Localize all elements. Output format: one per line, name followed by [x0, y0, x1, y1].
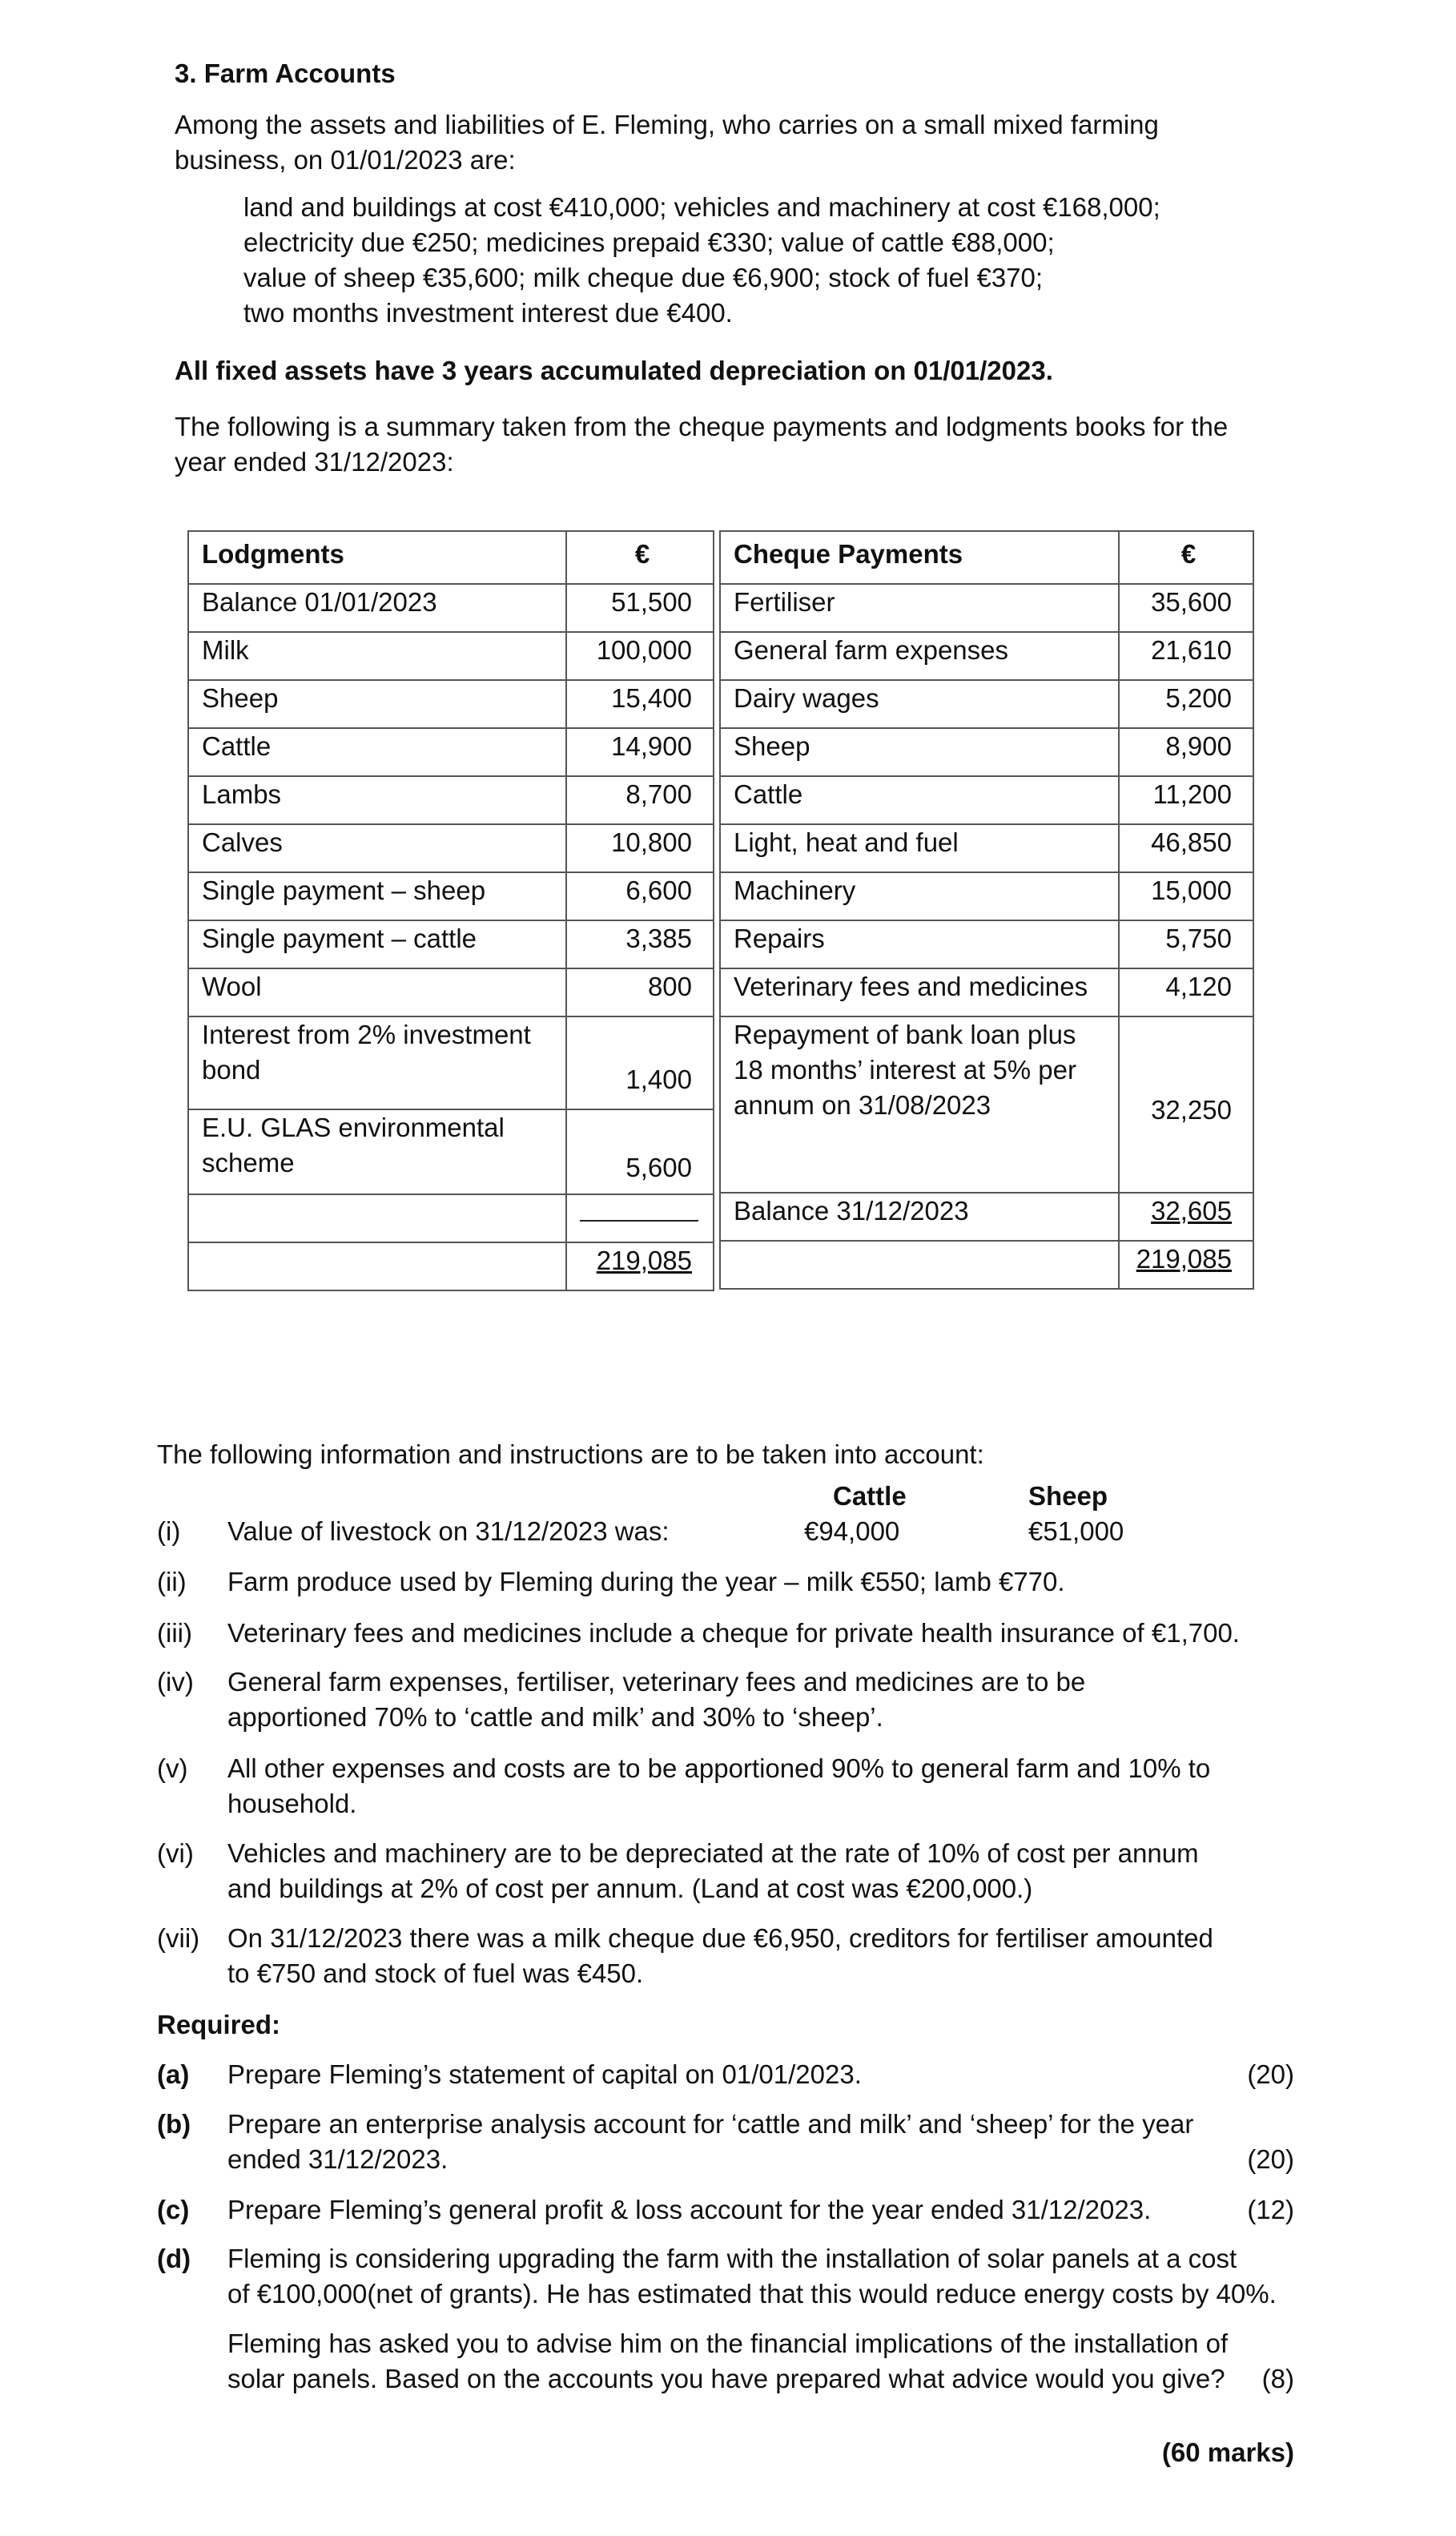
- row-label-line: bond: [202, 1055, 261, 1085]
- required-text-line: solar panels. Based on the accounts you have prepared what advice would you give?: [227, 2364, 1225, 2393]
- item-text-line: On 31/12/2023 there was a milk cheque due €6,950, creditors for fertiliser amounted: [227, 1923, 1213, 1953]
- row-amount: 5,600: [566, 1109, 714, 1194]
- row-amount: 15,000: [1119, 872, 1253, 920]
- item-number: (iii): [157, 1618, 192, 1648]
- required-text-line: Prepare an enterprise analysis account for ‘cattle and milk’ and ‘sheep’ for the year: [227, 2109, 1194, 2139]
- cattle-value: €94,000: [804, 1516, 900, 1546]
- required-text: [227, 2107, 1317, 2177]
- table-row: [720, 680, 1253, 728]
- summary-intro-line: The following is a summary taken from the cheque payments and lodgments books for the: [175, 412, 1229, 441]
- lodgments-total-value: 219,085: [596, 1246, 692, 1275]
- row-label-line: Repayment of bank loan plus: [734, 1020, 1076, 1049]
- item-number: (i): [157, 1516, 181, 1546]
- total-rule-cell: [566, 1194, 714, 1242]
- row-label: Wool: [188, 968, 566, 1016]
- marks: (20): [1247, 2144, 1294, 2174]
- row-amount: 3,385: [566, 920, 714, 968]
- row-label: [188, 1109, 566, 1194]
- sheep-value: €51,000: [1028, 1516, 1124, 1546]
- assets-line: two months investment interest due €400.: [243, 298, 733, 328]
- required-label: (c): [157, 2195, 190, 2224]
- marks: (20): [1247, 2059, 1294, 2089]
- row-amount: 800: [566, 968, 714, 1016]
- row-amount: 100,000: [566, 632, 714, 680]
- row-label: Repairs: [720, 920, 1119, 968]
- table-row: [720, 1193, 1253, 1241]
- item-text-line: All other expenses and costs are to be apportioned 90% to general farm and 10% to: [227, 1753, 1211, 1783]
- row-label-line: E.U. GLAS environmental: [202, 1113, 505, 1142]
- row-amount: 15,400: [566, 680, 714, 728]
- row-amount: 10,800: [566, 824, 714, 872]
- table-row: [188, 1194, 714, 1242]
- row-label: [188, 1016, 566, 1109]
- required-text-line: ended 31/12/2023.: [227, 2144, 448, 2174]
- question-title: 3. Farm Accounts: [175, 58, 396, 88]
- row-amount: 5,200: [1119, 680, 1253, 728]
- table-row: [720, 728, 1253, 776]
- required-text: Prepare Fleming’s general profit & loss account for the year ended 31/12/2023.: [227, 2195, 1152, 2224]
- assets-line: land and buildings at cost €410,000; vehicles and machinery at cost €168,000;: [243, 192, 1160, 222]
- row-amount: 4,120: [1119, 968, 1253, 1016]
- table-row: [720, 968, 1253, 1016]
- payments-table: [719, 530, 1254, 1290]
- table-row: [720, 632, 1253, 680]
- row-label: Dairy wages: [720, 680, 1119, 728]
- row-amount: [1119, 1193, 1253, 1241]
- table-row: [188, 920, 714, 968]
- table-row: [720, 776, 1253, 824]
- lodgments-table: [187, 530, 714, 1291]
- row-label: Single payment – cattle: [188, 920, 566, 968]
- item-text: [227, 1921, 1317, 1991]
- table-row: [720, 584, 1253, 632]
- item-text-line: and buildings at 2% of cost per annum. (Land at cost was €200,000.): [227, 1874, 1033, 1903]
- item-text: Value of livestock on 31/12/2023 was:: [227, 1516, 670, 1546]
- lodgments-header: Lodgments: [188, 531, 566, 584]
- table-row: [188, 824, 714, 872]
- required-text: [227, 2241, 1317, 2312]
- table-row: [720, 920, 1253, 968]
- table-header-row: [720, 531, 1253, 584]
- required-text-line: of €100,000(net of grants). He has estimated that this would reduce energy costs by 40%.: [227, 2279, 1277, 2309]
- blank-cell: [188, 1242, 566, 1290]
- row-amount: 46,850: [1119, 824, 1253, 872]
- row-amount: 11,200: [1119, 776, 1253, 824]
- required-label: (a): [157, 2059, 190, 2089]
- item-number: (v): [157, 1753, 188, 1783]
- required-text-para2: [227, 2326, 1229, 2397]
- table-row: [188, 776, 714, 824]
- row-amount: 5,750: [1119, 920, 1253, 968]
- marks: (8): [1261, 2364, 1294, 2393]
- row-label: General farm expenses: [720, 632, 1119, 680]
- row-label: Balance 31/12/2023: [720, 1193, 1119, 1241]
- item-number: (vi): [157, 1838, 194, 1868]
- required-label: (d): [157, 2244, 191, 2273]
- row-label: [720, 1016, 1119, 1193]
- row-amount: 21,610: [1119, 632, 1253, 680]
- summary-intro-line: year ended 31/12/2023:: [175, 447, 454, 477]
- row-amount: 32,250: [1119, 1016, 1253, 1193]
- total-rule: [580, 1198, 698, 1222]
- sheep-header: Sheep: [1028, 1481, 1108, 1511]
- table-row: [720, 824, 1253, 872]
- item-text-line: household.: [227, 1789, 357, 1818]
- total-row: [720, 1241, 1253, 1289]
- payments-header: Cheque Payments: [720, 531, 1119, 584]
- intro-line: business, on 01/01/2023 are:: [175, 145, 516, 175]
- item-number: (ii): [157, 1567, 187, 1596]
- row-label: Balance 01/01/2023: [188, 584, 566, 632]
- row-amount: 35,600: [1119, 584, 1253, 632]
- table-row: [188, 872, 714, 920]
- table-row: [188, 968, 714, 1016]
- row-label-line: scheme: [202, 1148, 295, 1177]
- table-row: [188, 728, 714, 776]
- row-label: Cattle: [188, 728, 566, 776]
- payments-total-value: 219,085: [1136, 1244, 1232, 1274]
- row-label: Light, heat and fuel: [720, 824, 1119, 872]
- required-label: (b): [157, 2109, 191, 2139]
- item-text: Veterinary fees and medicines include a cheque for private health insurance of €1,700.: [227, 1618, 1240, 1648]
- table-row: [720, 1016, 1253, 1193]
- required-text-line: Fleming has asked you to advise him on the financial implications of the installation of: [227, 2329, 1229, 2358]
- row-label: Lambs: [188, 776, 566, 824]
- row-label: Milk: [188, 632, 566, 680]
- item-text-line: apportioned 70% to ‘cattle and milk’ and 30% to ‘sheep’.: [227, 1702, 883, 1732]
- item-number: (vii): [157, 1923, 200, 1953]
- blank-cell: [720, 1241, 1119, 1289]
- row-label-line: 18 months’ interest at 5% per: [734, 1055, 1077, 1085]
- info-intro: The following information and instructions are to be taken into account:: [157, 1439, 984, 1469]
- row-label-line: Interest from 2% investment: [202, 1020, 531, 1049]
- item-text: Farm produce used by Fleming during the year – milk €550; lamb €770.: [227, 1567, 1065, 1596]
- lodgments-currency: €: [566, 531, 714, 584]
- row-amount: 8,700: [566, 776, 714, 824]
- table-row: [720, 872, 1253, 920]
- row-label: Calves: [188, 824, 566, 872]
- item-text-line: to €750 and stock of fuel was €450.: [227, 1958, 644, 1988]
- marks: (12): [1247, 2195, 1294, 2224]
- required-heading: Required:: [157, 2010, 281, 2039]
- table-row: [188, 1016, 714, 1109]
- table-row: [188, 1109, 714, 1194]
- item-text-line: Vehicles and machinery are to be depreciated at the rate of 10% of cost per annum: [227, 1838, 1199, 1868]
- required-text-line: Fleming is considering upgrading the farm with the installation of solar panels at a cost: [227, 2244, 1237, 2273]
- payments-total: [1119, 1241, 1253, 1289]
- item-text-line: General farm expenses, fertiliser, veterinary fees and medicines are to be: [227, 1667, 1086, 1697]
- item-text: [227, 1751, 1317, 1821]
- row-label: Single payment – sheep: [188, 872, 566, 920]
- table-row: [188, 632, 714, 680]
- table-row: [188, 584, 714, 632]
- item-text: [227, 1665, 1317, 1735]
- blank-cell: [188, 1194, 566, 1242]
- row-label: Veterinary fees and medicines: [720, 968, 1119, 1016]
- row-amount: 8,900: [1119, 728, 1253, 776]
- row-label: Fertiliser: [720, 584, 1119, 632]
- assets-line: electricity due €250; medicines prepaid €330; value of cattle €88,000;: [243, 227, 1055, 257]
- row-label: Cattle: [720, 776, 1119, 824]
- assets-list: [243, 190, 1285, 331]
- intro-paragraph: [175, 107, 1312, 178]
- assets-line: value of sheep €35,600; milk cheque due €6,900; stock of fuel €370;: [243, 263, 1044, 292]
- row-label-line: annum on 31/08/2023: [734, 1090, 991, 1120]
- intro-line: Among the assets and liabilities of E. Fleming, who carries on a small mixed farming: [175, 110, 1159, 139]
- row-amount: 6,600: [566, 872, 714, 920]
- cattle-header: Cattle: [833, 1481, 907, 1511]
- total-marks: (60 marks): [1161, 2437, 1294, 2467]
- payments-currency: €: [1119, 531, 1253, 584]
- row-label: Sheep: [720, 728, 1119, 776]
- table-row: [188, 680, 714, 728]
- row-amount: 51,500: [566, 584, 714, 632]
- row-amount: 1,400: [566, 1016, 714, 1109]
- required-text: Prepare Fleming’s statement of capital on 01/01/2023.: [227, 2059, 862, 2089]
- depreciation-note: All fixed assets have 3 years accumulated depreciation on 01/01/2023.: [175, 356, 1053, 385]
- row-amount: 14,900: [566, 728, 714, 776]
- summary-intro: [175, 409, 1312, 480]
- item-text: [227, 1836, 1317, 1906]
- item-number: (iv): [157, 1667, 194, 1697]
- lodgments-total: [566, 1242, 714, 1290]
- row-label: Machinery: [720, 872, 1119, 920]
- closing-balance-value: 32,605: [1151, 1196, 1232, 1226]
- row-label: Sheep: [188, 680, 566, 728]
- total-row: [188, 1242, 714, 1290]
- table-header-row: [188, 531, 714, 584]
